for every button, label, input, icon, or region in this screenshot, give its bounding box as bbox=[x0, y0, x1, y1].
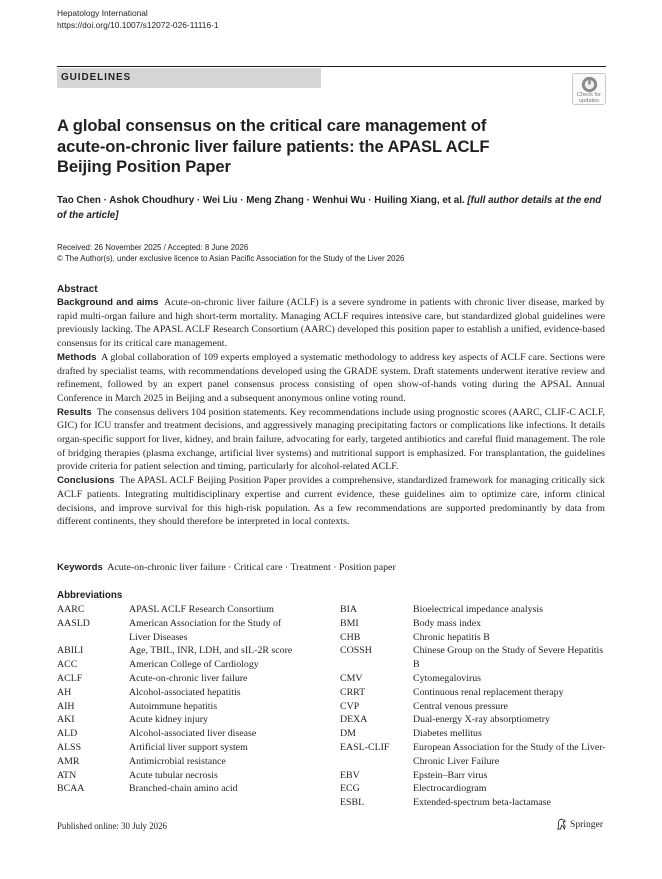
journal-header bbox=[57, 8, 219, 31]
abbreviation-row bbox=[340, 672, 610, 686]
check-updates-line1: Check for bbox=[577, 92, 601, 98]
abbr-def: Continuous renal replacement therapy bbox=[413, 686, 564, 698]
abbr-code: ABILI bbox=[57, 645, 84, 657]
abbr-code: CHB bbox=[340, 631, 361, 643]
abbr-def: Artificial liver support system bbox=[129, 741, 248, 753]
abstract-section-heading: Conclusions bbox=[57, 475, 115, 487]
abbr-def: Age, TBIL, INR, LDH, and sIL-2R score bbox=[129, 645, 293, 657]
abbr-def: Branched-chain amino acid bbox=[129, 783, 238, 795]
abstract-section-text: A global collaboration of 109 experts employed a systematic methodology to address key aspects of ACLF care. Sections were drafted by specialist teams, with recommendations developed using the GRADE system. Draft statements underwent iterative review and refinement, followed by an expert panel consensus process consisting of open show-of-hands voting during the APSAL Annual Conference in March 2025 in Beijing and a subsequent anonymous online voting round. bbox=[57, 351, 605, 404]
abbr-code: ACC bbox=[57, 659, 78, 671]
abbreviation-row bbox=[340, 741, 610, 769]
abbreviation-row bbox=[57, 713, 327, 727]
abbr-def: American Association for the Study of Liver Diseases bbox=[129, 617, 282, 643]
abbreviations-left-column bbox=[57, 603, 327, 796]
authors-note: [full author details at the end of the article] bbox=[57, 195, 602, 221]
abbreviation-row bbox=[57, 741, 327, 755]
abbr-def: Alcohol-associated liver disease bbox=[129, 728, 257, 740]
abbr-code: CVP bbox=[340, 700, 360, 712]
article-title: A global consensus on the critical care management of acute-on-chronic liver failure patients: the APASL ACLF Beijing Position Paper bbox=[57, 116, 490, 176]
check-updates-icon bbox=[581, 76, 598, 93]
abbreviation-row bbox=[340, 644, 610, 672]
abbreviation-row bbox=[340, 713, 610, 727]
abbr-code: BCAA bbox=[57, 783, 85, 795]
abbr-def: Central venous pressure bbox=[413, 700, 508, 712]
abbr-def: Bioelectrical impedance analysis bbox=[413, 604, 543, 615]
keywords bbox=[57, 562, 396, 573]
abbr-def: Alcohol-associated hepatitis bbox=[129, 686, 241, 698]
abbr-code: EBV bbox=[340, 769, 360, 781]
abbr-code: ATN bbox=[57, 769, 77, 781]
abbr-code: AIH bbox=[57, 700, 75, 712]
abbr-def: American College of Cardiology bbox=[129, 659, 259, 671]
abbr-def: Body mass index bbox=[413, 617, 482, 629]
abbr-def: Chinese Group on the Study of Severe Hepatitis B bbox=[413, 645, 604, 671]
abbr-def: Electrocardiogram bbox=[413, 783, 487, 795]
abbr-def: Cytomegalovirus bbox=[413, 672, 482, 684]
abbreviation-row bbox=[57, 769, 327, 783]
abbreviation-row bbox=[57, 782, 327, 796]
publisher-logo[interactable] bbox=[556, 818, 603, 830]
abbr-def: Acute tubular necrosis bbox=[129, 769, 218, 781]
abstract-section-heading: Background and aims bbox=[57, 297, 159, 308]
article-dates bbox=[57, 242, 404, 264]
abbreviation-row bbox=[340, 603, 610, 617]
check-updates-line2: updates bbox=[579, 97, 599, 104]
abbreviation-row bbox=[340, 700, 610, 714]
abbreviation-row bbox=[57, 727, 327, 741]
abbr-def: Acute kidney injury bbox=[129, 714, 208, 726]
abstract-section-text: Acute-on-chronic liver failure (ACLF) is a severe syndrome in patients with chronic liver disease, marked by rapid multi-organ failure and high short-term mortality. Managing ACLF requires intensive care, but standardized global guidelines were previously lacking. The APASL ACLF Research Consortium (AARC) developed this position paper to establish a unified, evidence-based consensus for its critical care management. bbox=[57, 297, 605, 350]
abbr-def: Antimicrobial resistance bbox=[129, 755, 226, 767]
abbreviation-row bbox=[57, 755, 327, 769]
header-rule bbox=[57, 66, 606, 67]
abbr-code: AARC bbox=[57, 604, 85, 615]
abbr-code: AMR bbox=[57, 755, 80, 767]
abbr-code: ALSS bbox=[57, 741, 82, 753]
abbr-def: Extended-spectrum beta-lactamase bbox=[413, 797, 551, 809]
abbr-code: ALD bbox=[57, 728, 78, 740]
abbreviation-row bbox=[340, 796, 610, 810]
abbreviation-row bbox=[57, 700, 327, 714]
abbreviation-row bbox=[340, 727, 610, 741]
abbr-code: AASLD bbox=[57, 617, 90, 629]
abbr-code: BIA bbox=[340, 604, 358, 615]
abbr-code: EASL-CLIF bbox=[340, 741, 390, 753]
abbr-def: Diabetes mellitus bbox=[413, 728, 482, 740]
abbr-code: DM bbox=[340, 728, 356, 740]
abbr-code: COSSH bbox=[340, 645, 372, 657]
abbr-code: AKI bbox=[57, 714, 75, 726]
abstract-methods bbox=[57, 351, 605, 406]
abstract-section-heading: Methods bbox=[57, 351, 97, 363]
published-online: Published online: 30 July 2026 bbox=[57, 821, 167, 831]
abstract-section-text: The consensus delivers 104 position statements. Key recommendations include using prognostic scores (AARC, CLIF-C ACLF, GIC) for ICU transfer and treatment decisions, and aggressively managing precipitating factors or complications like infections. It details organ-specific support for liver, kidney, and brain failure, advocating for early, targeted antibiotics and careful fluid management. The role of bridging therapies (plasma exchange, artificial liver systems) and nutritional support is emphasized. For transplantation, the guidelines provide criteria for patient selection and timing, particularly for alcohol-related ACLF. bbox=[57, 406, 605, 473]
abbreviation-row bbox=[340, 769, 610, 783]
abbr-code: ECG bbox=[340, 783, 360, 795]
keywords-heading: Keywords bbox=[57, 562, 103, 573]
abbr-code: AH bbox=[57, 686, 72, 698]
check-for-updates-button[interactable] bbox=[572, 73, 606, 105]
abbreviations-heading: Abbreviations bbox=[57, 590, 123, 601]
abbr-def: Autoimmune hepatitis bbox=[129, 700, 218, 712]
abbr-def: European Association for the Study of the Liver-Chronic Liver Failure bbox=[413, 741, 606, 767]
journal-name: Hepatology International bbox=[57, 8, 148, 18]
abbreviation-row bbox=[57, 617, 327, 645]
abstract-background bbox=[57, 296, 605, 351]
abbr-code: BMI bbox=[340, 617, 359, 629]
abbreviation-row bbox=[57, 686, 327, 700]
abbr-code: DEXA bbox=[340, 714, 368, 726]
section-label: GUIDELINES bbox=[57, 68, 321, 88]
abbr-def: Chronic hepatitis B bbox=[413, 631, 490, 643]
abbr-def: Dual-energy X-ray absorptiometry bbox=[413, 714, 550, 726]
springer-horse-icon bbox=[556, 818, 567, 830]
author-list bbox=[57, 193, 609, 223]
abbr-def: APASL ACLF Research Consortium bbox=[129, 604, 274, 615]
abbr-def: Acute-on-chronic liver failure bbox=[129, 672, 248, 684]
abstract-section-text: The APASL ACLF Beijing Position Paper provides a comprehensive, standardized framework for managing critically sick ACLF patients. Integrating multidisciplinary expertise and current evidence, these guidelines aim to optimize care, inform clinical decisions, and improve survival for this high-risk population. As a few recommendations are supported predominantly by data from different continents, they should therefore be interpreted in local contexts. bbox=[57, 475, 605, 528]
abbreviation-row bbox=[57, 658, 327, 672]
authors-names[interactable]: Tao Chen · Ashok Choudhury · Wei Liu · Meng Zhang · Wenhui Wu · Huiling Xiang, et al. bbox=[57, 195, 465, 206]
abbr-code: CRRT bbox=[340, 686, 366, 698]
abbreviation-row bbox=[57, 644, 327, 658]
copyright-line: © The Author(s), under exclusive licence to Asian Pacific Association for the Study of the Liver 2026 bbox=[57, 254, 405, 263]
abstract-heading: Abstract bbox=[57, 284, 98, 295]
abbreviation-row bbox=[57, 672, 327, 686]
abbr-code: ACLF bbox=[57, 672, 83, 684]
publisher-name: Springer bbox=[570, 818, 604, 830]
keywords-text: Acute-on-chronic liver failure · Critical care · Treatment · Position paper bbox=[107, 562, 396, 573]
abbreviation-row bbox=[57, 603, 327, 617]
doi-link[interactable]: https://doi.org/10.1007/s12072-026-11116-1 bbox=[57, 19, 219, 30]
abbr-code: ESBL bbox=[340, 797, 365, 809]
received-accepted: Received: 26 November 2025 / Accepted: 8 June 2026 bbox=[57, 243, 249, 252]
abbr-code: CMV bbox=[340, 672, 363, 684]
abbreviation-row bbox=[340, 686, 610, 700]
abstract-conclusions bbox=[57, 474, 605, 529]
abbreviation-row bbox=[340, 617, 610, 631]
abstract-body bbox=[57, 296, 605, 529]
abbreviation-row bbox=[340, 631, 610, 645]
abstract-section-heading: Results bbox=[57, 406, 92, 418]
abbreviations-right-column bbox=[340, 603, 610, 810]
abstract-results bbox=[57, 406, 605, 475]
abbr-def: Epstein–Barr virus bbox=[413, 769, 488, 781]
abbreviation-row bbox=[340, 782, 610, 796]
